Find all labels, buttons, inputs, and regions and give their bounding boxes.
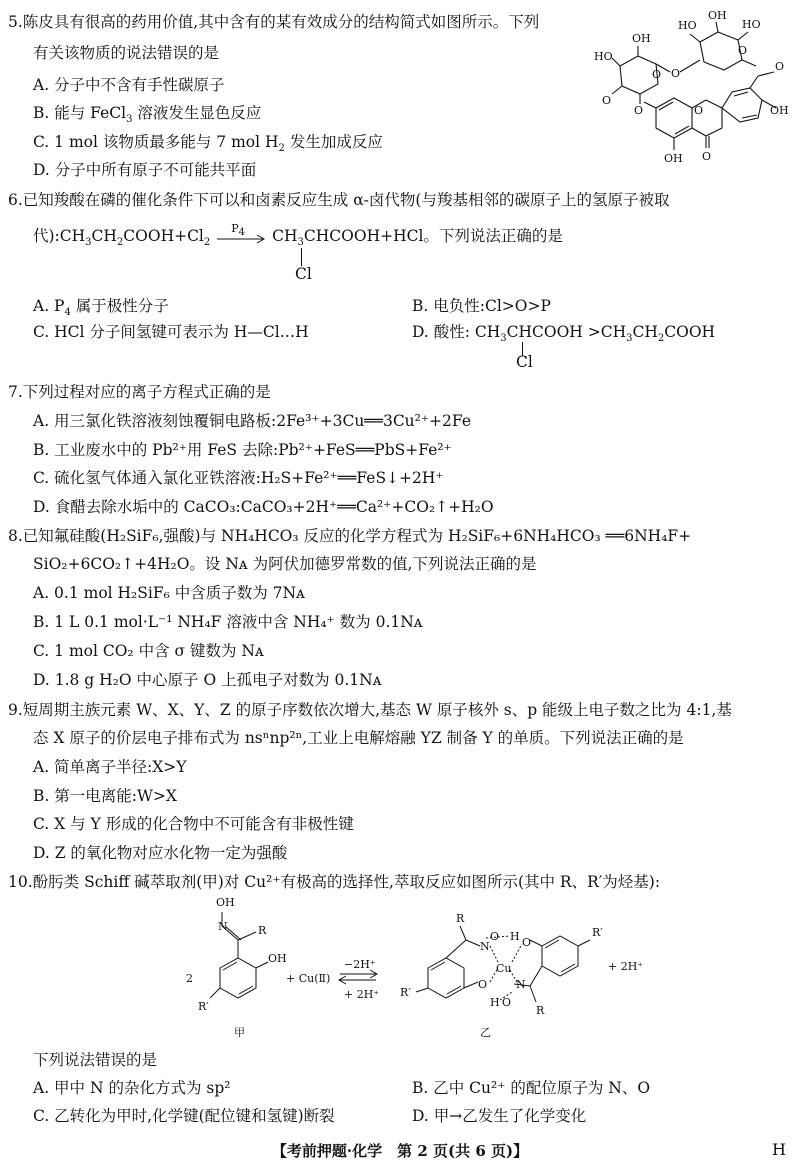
q5-label-o3: O xyxy=(652,68,662,81)
q10-forward-label: −2H⁺ xyxy=(344,958,376,971)
q10-reverse-label: + 2H⁺ xyxy=(344,988,380,1001)
q5-label-o7: O xyxy=(702,150,712,163)
q5-label-oh1: OH xyxy=(708,9,727,22)
q10-r-bottom: R xyxy=(536,1004,545,1017)
q8-option-d: D. 1.8 g H₂O 中心原子 O 上孤电子对数为 0.1Nᴀ xyxy=(33,671,382,689)
q5-label-o5: O xyxy=(602,94,612,107)
q10-oh-left: OH xyxy=(268,952,287,965)
q6-d-cl-label: Cl xyxy=(516,353,533,371)
q10-o-left: O xyxy=(478,978,488,991)
q10-label-jia: 甲 xyxy=(234,1026,245,1039)
q5-label-oh4: OH xyxy=(664,152,683,165)
q8-option-a: A. 0.1 mol H₂SiF₆ 中含质子数为 7Nᴀ xyxy=(33,584,305,602)
q5-option-c: C. 1 mol 该物质最多能与 7 mol $H_2$ 发生加成反应 xyxy=(33,133,383,155)
q10-oh-top: OH xyxy=(216,896,235,909)
q10-o-top: O xyxy=(490,930,500,943)
q5-label-oh2: OH xyxy=(632,32,651,45)
q5-label-ho2: HO xyxy=(742,18,761,31)
q8-stem-line2: SiO₂+6CO₂↑+4H₂O。设 Nᴀ 为阿伏加德罗常数的值,下列说法正确的是 xyxy=(33,555,537,573)
q6-option-c: C. HCl 分子间氢键可表示为 H—Cl…H xyxy=(33,323,309,341)
q10-h-top: H xyxy=(510,930,520,943)
q5-label-o8: O xyxy=(775,60,785,73)
q10-rp-left: R′ xyxy=(198,1000,209,1013)
q5-label-o1: O xyxy=(738,44,748,57)
page-corner-mark: H xyxy=(772,1140,786,1159)
q8-stem-line1: 8.已知氟硅酸(H₂SiF₆,强酸)与 NH₄HCO₃ 反应的化学方程式为 H₂SiF₆+6NH₄HCO₃ ══6NH₄F+ xyxy=(8,527,692,545)
q9-option-a: A. 简单离子半径:X>Y xyxy=(33,758,187,776)
q10-stem: 10.酚肟类 Schiff 碱萃取剂(甲)对 Cu²⁺有极高的选择性,萃取反应如图所示(其中 R、R′为烃基): xyxy=(8,873,661,891)
q10-plus-cu: + Cu(Ⅱ) xyxy=(286,972,331,985)
q10-option-a: A. 甲中 N 的杂化方式为 sp² xyxy=(33,1079,231,1097)
q9-option-d: D. Z 的氧化物对应水化物一定为强酸 xyxy=(33,844,288,862)
q6-stem-line1: 6.已知羧酸在磷的催化条件下可以和卤素反应生成 α-卤代物(与羧基相邻的碳原子上的氢原子被取 xyxy=(8,191,670,209)
q10-coef: 2 xyxy=(186,972,193,985)
q9-option-b: B. 第一电离能:W>X xyxy=(33,787,177,805)
q10-n-bottom: N xyxy=(516,978,526,991)
q7-option-a: A. 用三氯化铁溶液刻蚀覆铜电路板:2Fe³⁺+3Cu══3Cu²⁺+2Fe xyxy=(33,412,471,430)
q5-option-b: B. 能与 FeCl$_3$ 溶液发生显色反应 xyxy=(33,104,262,126)
q5-label-o4: O xyxy=(634,104,644,117)
q6-catalyst: $P_4$ xyxy=(231,222,245,239)
q10-option-c: C. 乙转化为甲时,化学键(配位键和氢键)断裂 xyxy=(33,1107,335,1125)
q5-label-o6: O xyxy=(694,104,704,117)
q10-reaction-figure xyxy=(180,896,680,1046)
q10-cu: Cu xyxy=(496,962,512,975)
q10-label-yi: 乙 xyxy=(480,1026,491,1039)
q5-stem-line1: 5.陈皮具有很高的药用价值,其中含有的某有效成分的结构简式如图所示。下列 xyxy=(8,13,540,31)
q5-option-a: A. 分子中不含有手性碳原子 xyxy=(33,76,225,94)
q5-option-d: D. 分子中所有原子不可能共平面 xyxy=(33,161,257,179)
q5-stem-line2: 有关该物质的说法错误的是 xyxy=(33,44,220,62)
q10-rp-right-b: R′ xyxy=(592,926,603,939)
q6-equation: 代)$:CH_3CH_2COOH+Cl_2$ $P_4$ $CH_3CHCOOH+HCl$。下列说法正确的是 xyxy=(33,226,563,247)
q10-r-top: R xyxy=(456,912,465,925)
page-footer: 【考前押题·化学 第 2 页(共 6 页)】 xyxy=(271,1142,529,1160)
q6-option-a: A. $P_4$ 属于极性分子 xyxy=(33,297,169,319)
q6-cl-label: Cl xyxy=(295,265,312,283)
q5-label-ho3: HO xyxy=(594,50,613,63)
q9-stem-line2: 态 X 原子的价层电子排布式为 nsⁿnp²ⁿ,工业上电解熔融 YZ 制备 Y 的单质。下列说法正确的是 xyxy=(33,729,684,747)
q10-sub-stem: 下列说法错误的是 xyxy=(33,1051,158,1069)
q6-option-d: D. 酸性: $CH_3CHCOOH$ $>CH_3CH_2COOH$ xyxy=(412,323,716,345)
q10-n-left: N xyxy=(218,920,228,933)
q10-n-top: N xyxy=(480,940,490,953)
q5-label-oh3: OH xyxy=(770,104,789,117)
q7-option-c: C. 硫化氢气体通入氯化亚铁溶液:H₂S+Fe²⁺══FeS↓+2H⁺ xyxy=(33,469,444,487)
q5-label-o2: O xyxy=(671,67,681,80)
q10-right-plus: + 2H⁺ xyxy=(608,960,644,973)
q10-h-bottom: H xyxy=(490,996,500,1009)
q10-o-right: O xyxy=(522,936,532,949)
q10-r-left: R xyxy=(258,924,267,937)
q8-option-b: B. 1 L 0.1 mol·L⁻¹ NH₄F 溶液中含 NH₄⁺ 数为 0.1Nᴀ xyxy=(33,613,423,631)
q7-option-b: B. 工业废水中的 Pb²⁺用 FeS 去除:Pb²⁺+FeS══PbS+Fe²⁺ xyxy=(33,441,452,459)
q5-label-ho1: HO xyxy=(678,19,697,32)
q8-option-c: C. 1 mol CO₂ 中含 σ 键数为 Nᴀ xyxy=(33,642,264,660)
q7-stem: 7.下列过程对应的离子方程式正确的是 xyxy=(8,383,271,401)
q10-o-bottom: O xyxy=(502,996,512,1009)
q6-option-b: B. 电负性:Cl>O>P xyxy=(412,297,551,315)
q9-stem-line1: 9.短周期主族元素 W、X、Y、Z 的原子序数依次增大,基态 W 原子核外 s、p 能级上电子数之比为 4:1,基 xyxy=(8,701,732,719)
q10-option-d: D. 甲→乙发生了化学变化 xyxy=(412,1107,587,1125)
q6-reaction-arrow xyxy=(215,222,267,247)
q7-option-d: D. 食醋去除水垢中的 CaCO₃:CaCO₃+2H⁺══Ca²⁺+CO₂↑+H₂O xyxy=(33,498,494,516)
q9-option-c: C. X 与 Y 形成的化合物中不可能含有非极性键 xyxy=(33,815,354,833)
q10-option-b: B. 乙中 Cu²⁺ 的配位原子为 N、O xyxy=(412,1079,651,1097)
q10-rp-right-a: R′ xyxy=(400,986,411,999)
q5-structure-figure xyxy=(592,4,792,176)
